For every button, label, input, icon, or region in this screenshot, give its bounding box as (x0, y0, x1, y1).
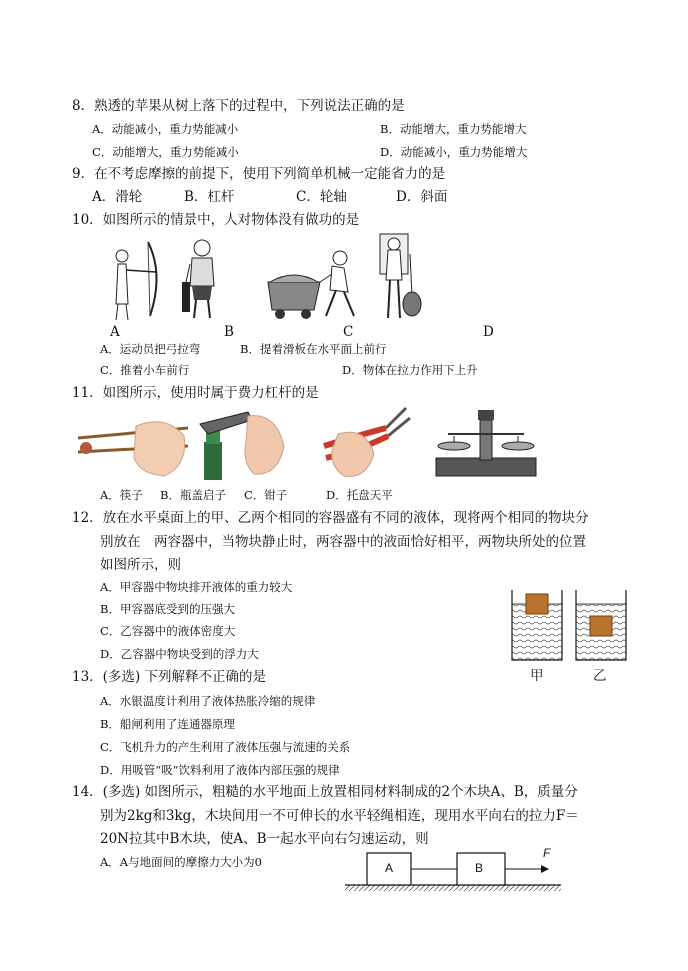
q12-containers-figure (510, 590, 632, 664)
q14-stem-line1: 14．(多选) 如图所示，粗糙的水平地面上放置相同材料制成的2个木块A、B，质量分 (72, 784, 578, 800)
lifting-figure (380, 234, 421, 318)
q10-option-c: C．推着小车前行 (100, 363, 190, 377)
q9-option-a: A．滑轮 (92, 189, 143, 205)
q11-option-c: C．钳子 (244, 488, 288, 502)
q10-label-d: D (483, 324, 494, 340)
q12-stem-line1: 12．放在水平桌面上的甲、乙两个相同的容器盛有不同的液体，现将两个相同的物块分 (72, 510, 589, 526)
q12-option-c: C．乙容器中的液体密度大 (100, 624, 236, 638)
boy-with-skateboard-figure (182, 240, 214, 318)
chopsticks-figure (78, 422, 188, 476)
container-yi (576, 590, 626, 660)
q10-label-a: A (110, 324, 120, 340)
pliers-figure (324, 408, 410, 477)
cart-pushing-figure (268, 251, 354, 319)
bottle-opener-figure (200, 412, 284, 480)
q9-option-b: B．杠杆 (184, 189, 235, 205)
q11-option-b: B．瓶盖启子 (160, 488, 226, 502)
q14-option-a: A．A与地面间的摩擦力大小为0 (100, 855, 262, 869)
q9-option-d: D．斜面 (396, 189, 448, 205)
q13-option-c: C．飞机升力的产生利用了液体压强与流速的关系 (100, 740, 351, 754)
force-f-label: F (543, 846, 551, 860)
container-jia (512, 590, 562, 660)
q11-option-d: D．托盘天平 (326, 488, 393, 502)
q10-stem: 10．如图所示的情景中，人对物体没有做功的是 (72, 212, 360, 228)
q12-option-a: A．甲容器中物块排开液体的重力较大 (100, 580, 293, 594)
balance-scale-figure (436, 410, 536, 476)
q13-stem: 13．(多选) 下列解释不正确的是 (72, 669, 267, 685)
q10-option-b: B．提着滑板在水平面上前行 (240, 342, 387, 356)
q9-option-c: C．轮轴 (296, 189, 347, 205)
q8-option-d: D．动能减小，重力势能增大 (380, 145, 528, 159)
q11-figure (76, 406, 546, 484)
q13-option-a: A．水银温度计利用了液体热胀冷缩的规律 (100, 694, 316, 708)
archer-figure (116, 242, 157, 320)
q10-label-c: C (343, 324, 354, 340)
q10-option-a: A．运动员把弓拉弯 (100, 342, 201, 356)
container-label-jia: 甲 (530, 668, 544, 684)
q8-option-a: A．动能减小，重力势能减小 (92, 122, 239, 136)
q10-option-d: D．物体在拉力作用下上升 (342, 363, 478, 377)
q12-stem-line2: 别放在 两容器中，当物块静止时，两容器中的液面恰好相平，两物块所处的位置 (100, 534, 586, 550)
q8-stem: 8．熟透的苹果从树上落下的过程中，下列说法正确的是 (72, 98, 405, 114)
q11-option-a: A．筷子 (100, 488, 143, 502)
q12-option-d: D．乙容器中物块受到的浮力大 (100, 647, 259, 661)
q10-figure (100, 234, 430, 324)
container-label-yi: 乙 (593, 668, 607, 684)
q12-option-b: B．甲容器底受到的压强大 (100, 602, 235, 616)
q12-stem-line3: 如图所示，则 (100, 557, 181, 573)
q9-stem: 9．在不考虑摩擦的前提下，使用下列简单机械一定能省力的是 (72, 166, 446, 182)
q13-option-d: D．用吸管“吸”饮料利用了液体内部压强的规律 (100, 763, 340, 777)
q14-blocks-figure (345, 845, 567, 895)
q10-label-b: B (224, 324, 234, 340)
q13-option-b: B．船闸利用了连通器原理 (100, 717, 235, 731)
q14-stem-line3: 20N拉其中B木块，使A、B一起水平向右匀速运动，则 (100, 831, 429, 847)
block-b-label: B (475, 861, 484, 875)
q8-option-b: B．动能增大，重力势能增大 (380, 122, 527, 136)
q8-option-c: C．动能增大，重力势能减小 (92, 145, 239, 159)
block-a-label: A (385, 861, 394, 875)
q14-stem-line2: 别为2kg和3kg，木块间用一不可伸长的水平轻绳相连，现用水平向右的拉力F＝ (100, 808, 579, 824)
q11-stem: 11．如图所示，使用时属于费力杠杆的是 (72, 385, 319, 401)
